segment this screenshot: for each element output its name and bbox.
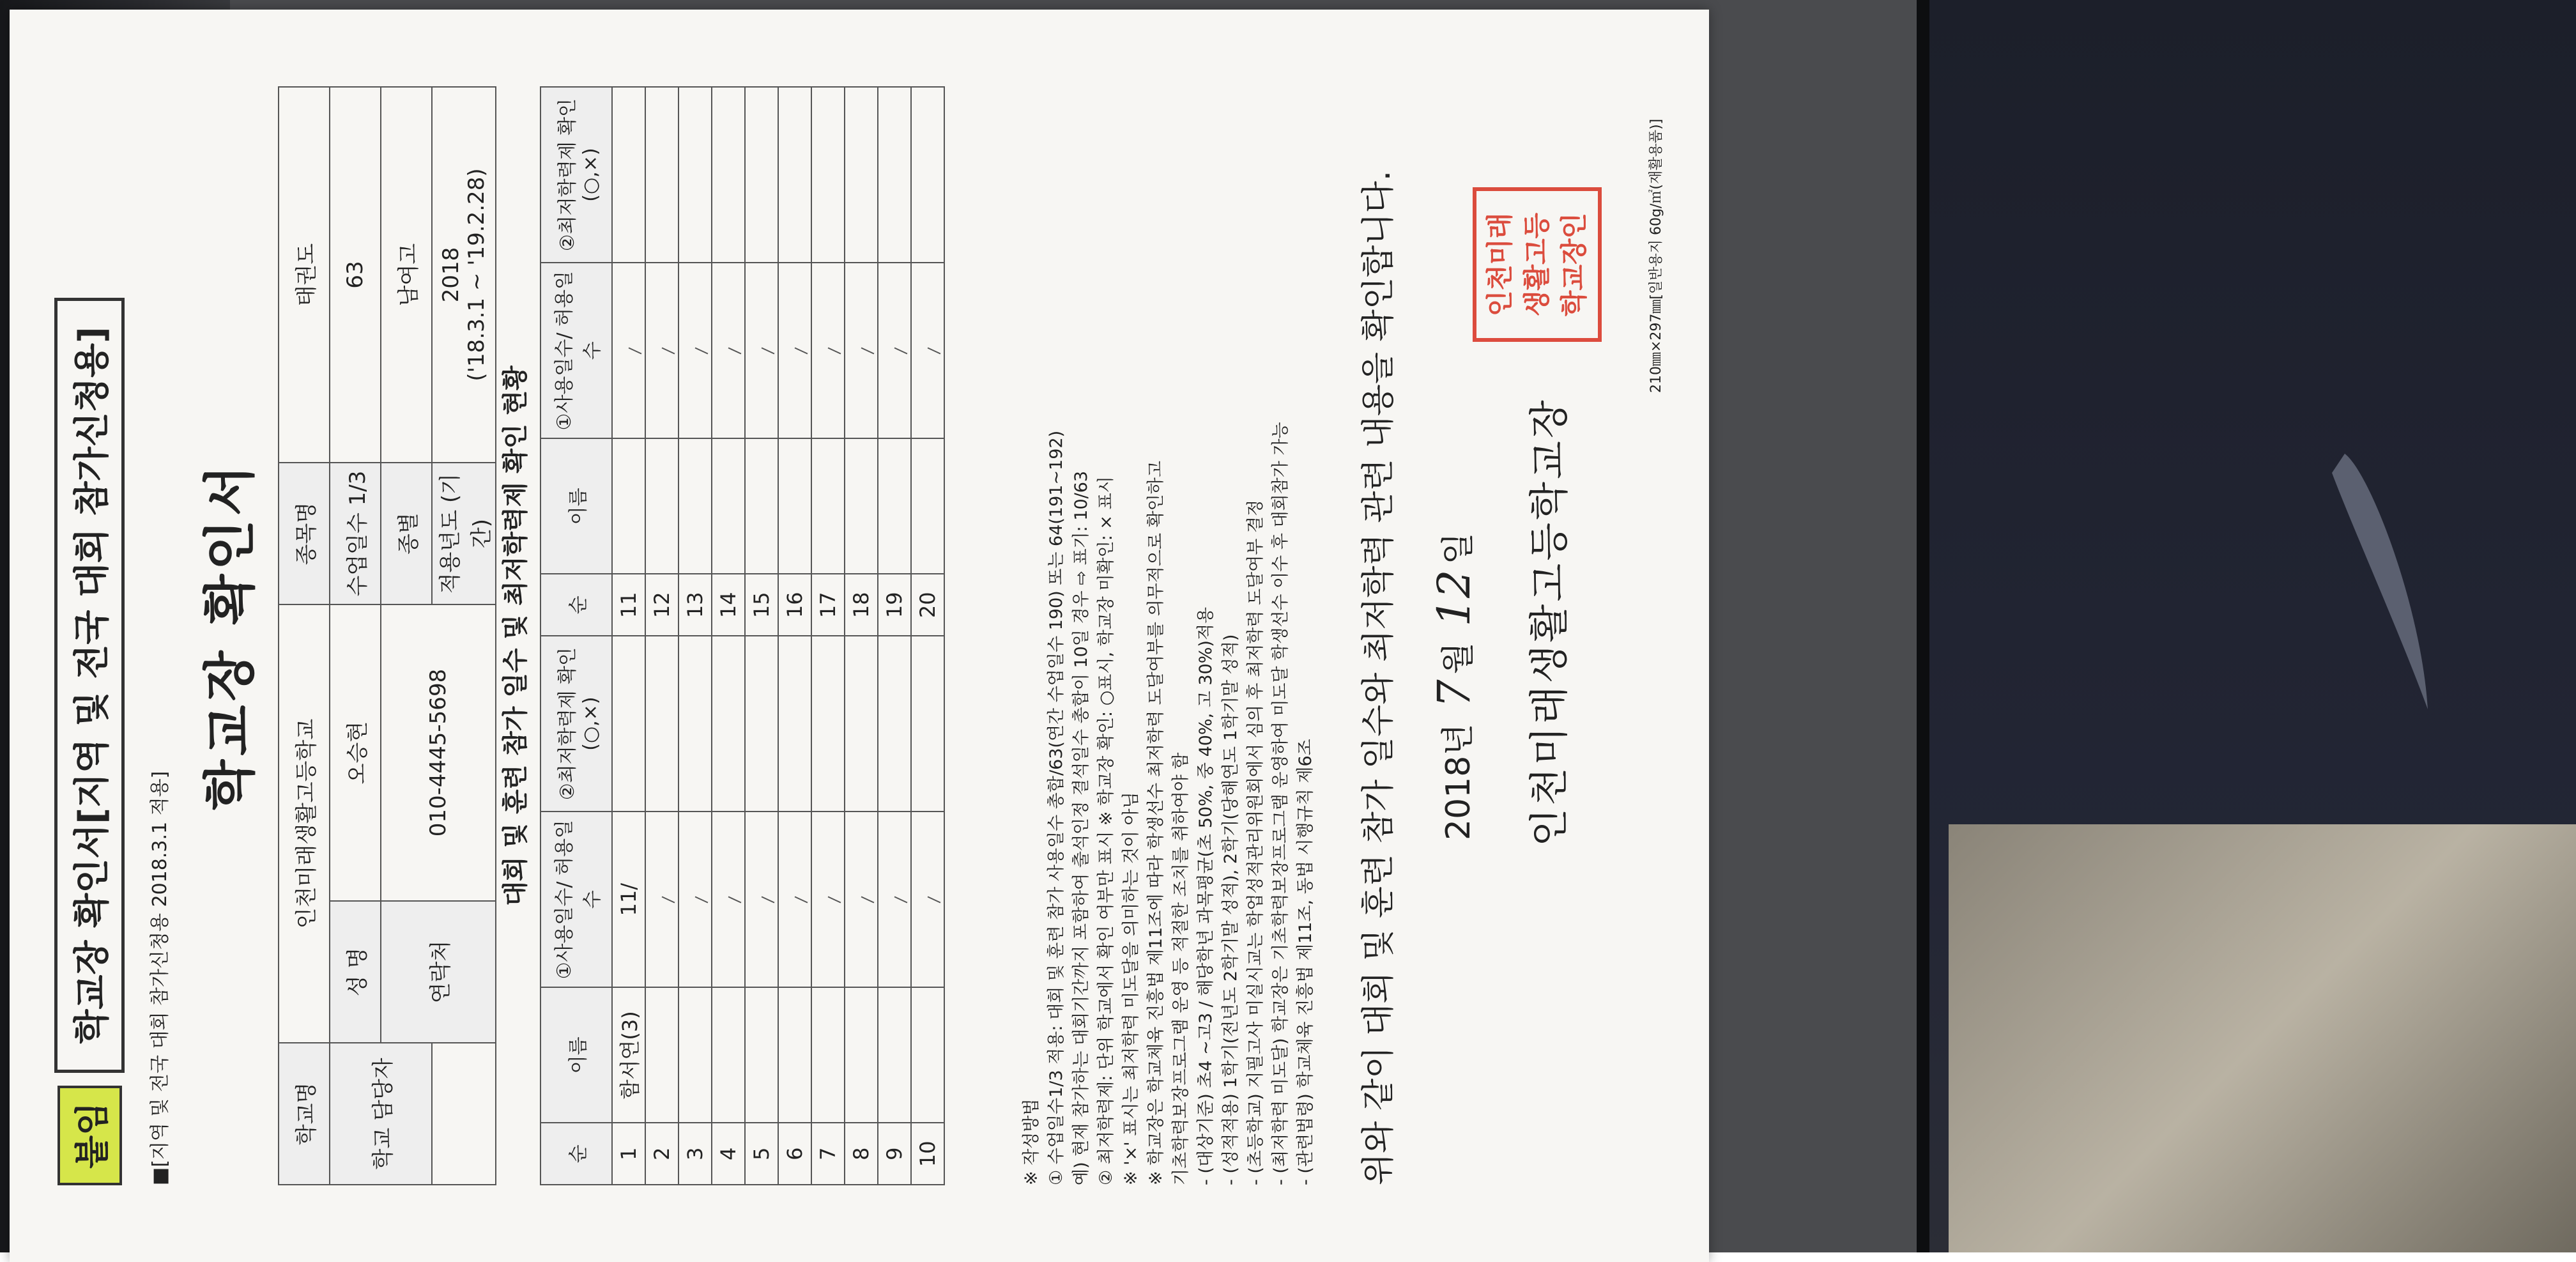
gender-value: 남여고	[381, 87, 432, 463]
row-name-2	[745, 438, 778, 574]
row-min	[878, 636, 911, 812]
row-days: 11/	[612, 812, 645, 987]
school-principal-sign: 인천미래생활고등학교장	[1526, 397, 1572, 847]
row-days-2	[778, 263, 811, 438]
swoosh-logo-icon	[2326, 447, 2434, 716]
table-row	[712, 87, 745, 1185]
row-name	[778, 987, 811, 1123]
slash-mark	[695, 347, 709, 354]
slash-mark	[928, 896, 941, 903]
row-days	[745, 812, 778, 987]
slash-mark	[762, 347, 775, 354]
date-day-unit: 일	[1439, 532, 1478, 565]
col-min: ②최저학력제 확인(○,×)	[540, 636, 612, 812]
days-label: 수업일수 1/3	[330, 463, 381, 604]
slash-mark	[728, 347, 742, 354]
row-name	[678, 987, 712, 1123]
event-label: 종목명	[279, 463, 330, 604]
slash-mark	[662, 347, 675, 354]
row-min-2	[712, 87, 745, 263]
table-row	[612, 87, 645, 1185]
row-no: 3	[678, 1123, 712, 1185]
header-title: 학교장 확인서[지역 및 전국 대회 참가신청용]	[54, 298, 125, 1072]
row-name	[845, 987, 878, 1123]
row-name-2	[878, 438, 911, 574]
slash-mark	[795, 896, 808, 903]
row-min-2	[911, 87, 944, 263]
row-name	[712, 987, 745, 1123]
slash-mark	[828, 896, 841, 903]
year-label: 적용년도 (기간)	[432, 463, 496, 604]
table-row	[911, 87, 944, 1185]
row-days	[911, 812, 944, 987]
row-days-2	[878, 263, 911, 438]
row-min	[778, 636, 811, 812]
row-min-2	[612, 87, 645, 263]
row-no-2: 20	[911, 574, 944, 636]
signature-date	[1428, 532, 1480, 840]
row-min-2	[778, 87, 811, 263]
contact-label: 연락처	[381, 901, 496, 1043]
row-name-2	[911, 438, 944, 574]
row-days	[845, 812, 878, 987]
row-no-2: 12	[645, 574, 678, 636]
instruction-line: - (대상기준) 초4 ~고3 / 해당학년 과목평균(초 50%, 중 40%, 고 30%)적용	[1196, 606, 1216, 1185]
row-name: 함서연(3)	[612, 987, 645, 1123]
row-min	[645, 636, 678, 812]
row-no-2: 13	[678, 574, 712, 636]
row-no: 9	[878, 1123, 911, 1185]
school-value: 인천미래생활고등학교	[279, 604, 330, 1043]
row-no-2: 16	[778, 574, 811, 636]
row-no: 8	[845, 1123, 878, 1185]
table-row	[845, 87, 878, 1185]
row-no: 1	[612, 1123, 645, 1185]
days-value: 63	[330, 87, 381, 463]
roster-subtitle: 대회 및 훈련 참가 일수 및 최저학력제 확인 현황	[501, 366, 530, 906]
row-days-2	[845, 263, 878, 438]
instruction-line: ※ '×' 표시는 최저학력 미도달을 의미하는 것이 아님	[1121, 792, 1141, 1185]
row-no: 2	[645, 1123, 678, 1185]
teacher-label: 학교 담당자	[330, 1043, 432, 1185]
row-min-2	[811, 87, 845, 263]
row-min	[845, 636, 878, 812]
row-min-2	[645, 87, 678, 263]
row-days	[811, 812, 845, 987]
instruction-line: ① 수업일수1/3 적용: 대회 및 훈련 참가 사용일수 총합/63(연간 수업일수 190) 또는 64(191~192)	[1046, 430, 1066, 1185]
slash-mark	[662, 896, 675, 903]
date-month: 7	[1428, 679, 1480, 708]
col-no: 순	[540, 1123, 612, 1185]
row-min-2	[678, 87, 712, 263]
row-no: 5	[745, 1123, 778, 1185]
row-days-2	[645, 263, 678, 438]
row-days	[678, 812, 712, 987]
slash-mark	[629, 347, 642, 354]
row-name	[811, 987, 845, 1123]
instruction-line: ※ 학교장은 학교체육 진흥법 제11조에 따라 학생선수 최저학력 도달여부를 의무적으로 확인하고	[1146, 461, 1166, 1185]
slash-mark	[762, 896, 775, 903]
row-name-2	[612, 438, 645, 574]
row-min	[678, 636, 712, 812]
row-min-2	[878, 87, 911, 263]
col-name-2: 이름	[540, 438, 612, 574]
row-name-2	[712, 438, 745, 574]
slash-mark	[928, 347, 941, 354]
row-min-2	[845, 87, 878, 263]
instruction-line: - (최저학력 미도달) 학교장은 기초학력보장프로그램 운영하여 미도달 학생선수 이수 후 대회참가 가능	[1271, 422, 1291, 1185]
col-min-2: ②최저학력제 확인(○,×)	[540, 87, 612, 263]
instruction-line: - (성적적용) 1학기(전년도 2학기말 성적), 2학기(당해연도 1학기말 성적)	[1221, 634, 1241, 1185]
row-min	[745, 636, 778, 812]
row-days-2	[745, 263, 778, 438]
row-days	[645, 812, 678, 987]
row-no: 6	[778, 1123, 811, 1185]
col-days-2: ①사용일수/ 허용일수	[540, 263, 612, 438]
row-no: 7	[811, 1123, 845, 1185]
stamp-text: 학교장인	[1558, 212, 1590, 317]
row-min	[612, 636, 645, 812]
row-no-2: 19	[878, 574, 911, 636]
instruction-line: - (초등학교) 지필고사 미실시교는 학업성적관리위원회에서 심의 후 최저학력 도달여부 결정	[1246, 499, 1266, 1185]
col-no-2: 순	[540, 574, 612, 636]
row-min	[712, 636, 745, 812]
stamp-text: 생활고등	[1521, 212, 1552, 317]
roster-table	[540, 86, 945, 1185]
row-min	[811, 636, 845, 812]
name-label: 성 명	[330, 901, 381, 1043]
applicability-note: ■[지역 및 전국 대회 참가신청용 2018.3.1 적용]	[149, 771, 171, 1185]
slash-mark	[894, 347, 908, 354]
row-name-2	[845, 438, 878, 574]
contact-value: 010-4445-5698	[381, 604, 496, 901]
date-day: 12	[1428, 569, 1480, 627]
row-days-2	[811, 263, 845, 438]
slash-mark	[695, 896, 709, 903]
document-paper	[10, 10, 1709, 1262]
background-floor	[1949, 824, 2576, 1252]
row-name-2	[645, 438, 678, 574]
paper-spec-footer: 210㎜×297㎜[일반용지 60g/㎡(재활용품)]	[1648, 118, 1664, 393]
row-min-2	[745, 87, 778, 263]
row-days	[878, 812, 911, 987]
table-row	[878, 87, 911, 1185]
row-days	[778, 812, 811, 987]
period-value: ('18.3.1 ~ '19.2.28)	[464, 168, 489, 381]
table-row	[811, 87, 845, 1185]
year-value: 2018	[438, 247, 464, 303]
row-min	[911, 636, 944, 812]
date-month-unit: 월	[1439, 642, 1478, 675]
row-days-2	[678, 263, 712, 438]
gender-label: 종별	[381, 463, 432, 604]
slash-mark	[795, 347, 808, 354]
table-row	[778, 87, 811, 1185]
row-no: 10	[911, 1123, 944, 1185]
row-name	[878, 987, 911, 1123]
slash-mark	[828, 347, 841, 354]
row-days	[712, 812, 745, 987]
slash-mark	[861, 347, 875, 354]
stamp-text: 인천미래	[1484, 212, 1515, 317]
row-name-2	[678, 438, 712, 574]
instructions	[1019, 86, 1318, 1185]
row-name-2	[778, 438, 811, 574]
document-header	[54, 298, 125, 1185]
row-name	[645, 987, 678, 1123]
year-cell	[432, 87, 496, 463]
info-table	[278, 86, 496, 1185]
instruction-line: ② 최저학력제: 단위 학교에서 확인 여부만 표시 ※ 학교장 확인: ○표시, 학교장 미확인: × 표시	[1096, 476, 1116, 1185]
slash-mark	[894, 896, 908, 903]
school-label: 학교명	[279, 1043, 330, 1185]
instruction-line: 기초학력보장프로그램 운영 등 적절한 조치를 취하여야 함	[1171, 752, 1191, 1185]
attachment-tag: 붙임	[57, 1086, 122, 1185]
row-days-2	[612, 263, 645, 438]
table-row	[678, 87, 712, 1185]
row-no-2: 17	[811, 574, 845, 636]
row-days-2	[712, 263, 745, 438]
row-name	[911, 987, 944, 1123]
row-no-2: 18	[845, 574, 878, 636]
row-no-2: 15	[745, 574, 778, 636]
date-year: 2018년	[1439, 723, 1478, 840]
instruction-line: - (관련법령) 학교체육 진흥법 제11조, 동법 시행규칙 제6조	[1296, 739, 1315, 1185]
col-days: ①사용일수/ 허용일수	[540, 812, 612, 987]
document-title: 학교장 확인서	[200, 461, 261, 810]
row-name	[745, 987, 778, 1123]
row-no: 4	[712, 1123, 745, 1185]
col-name: 이름	[540, 987, 612, 1123]
slash-mark	[728, 896, 742, 903]
confirmation-text: 위와 같이 대회 및 훈련 참가 일수와 최저학력 관련 내용을 확인합니다.	[1360, 170, 1398, 1185]
row-no-2: 14	[712, 574, 745, 636]
slash-mark	[861, 896, 875, 903]
instruction-line: ※ 작성방법	[1022, 1098, 1041, 1185]
name-value: 오승현	[330, 604, 381, 901]
instruction-line: 예) 현재 참가하는 대회기간까지 포함하여 출석인정 결석일수 총합이 10일 경우 ⇨ 표기: 10/63	[1071, 470, 1091, 1185]
event-value: 태권도	[279, 87, 330, 463]
table-row	[745, 87, 778, 1185]
table-row	[645, 87, 678, 1185]
row-name-2	[811, 438, 845, 574]
row-no-2: 11	[612, 574, 645, 636]
principal-seal-stamp	[1473, 187, 1602, 342]
row-days-2	[911, 263, 944, 438]
